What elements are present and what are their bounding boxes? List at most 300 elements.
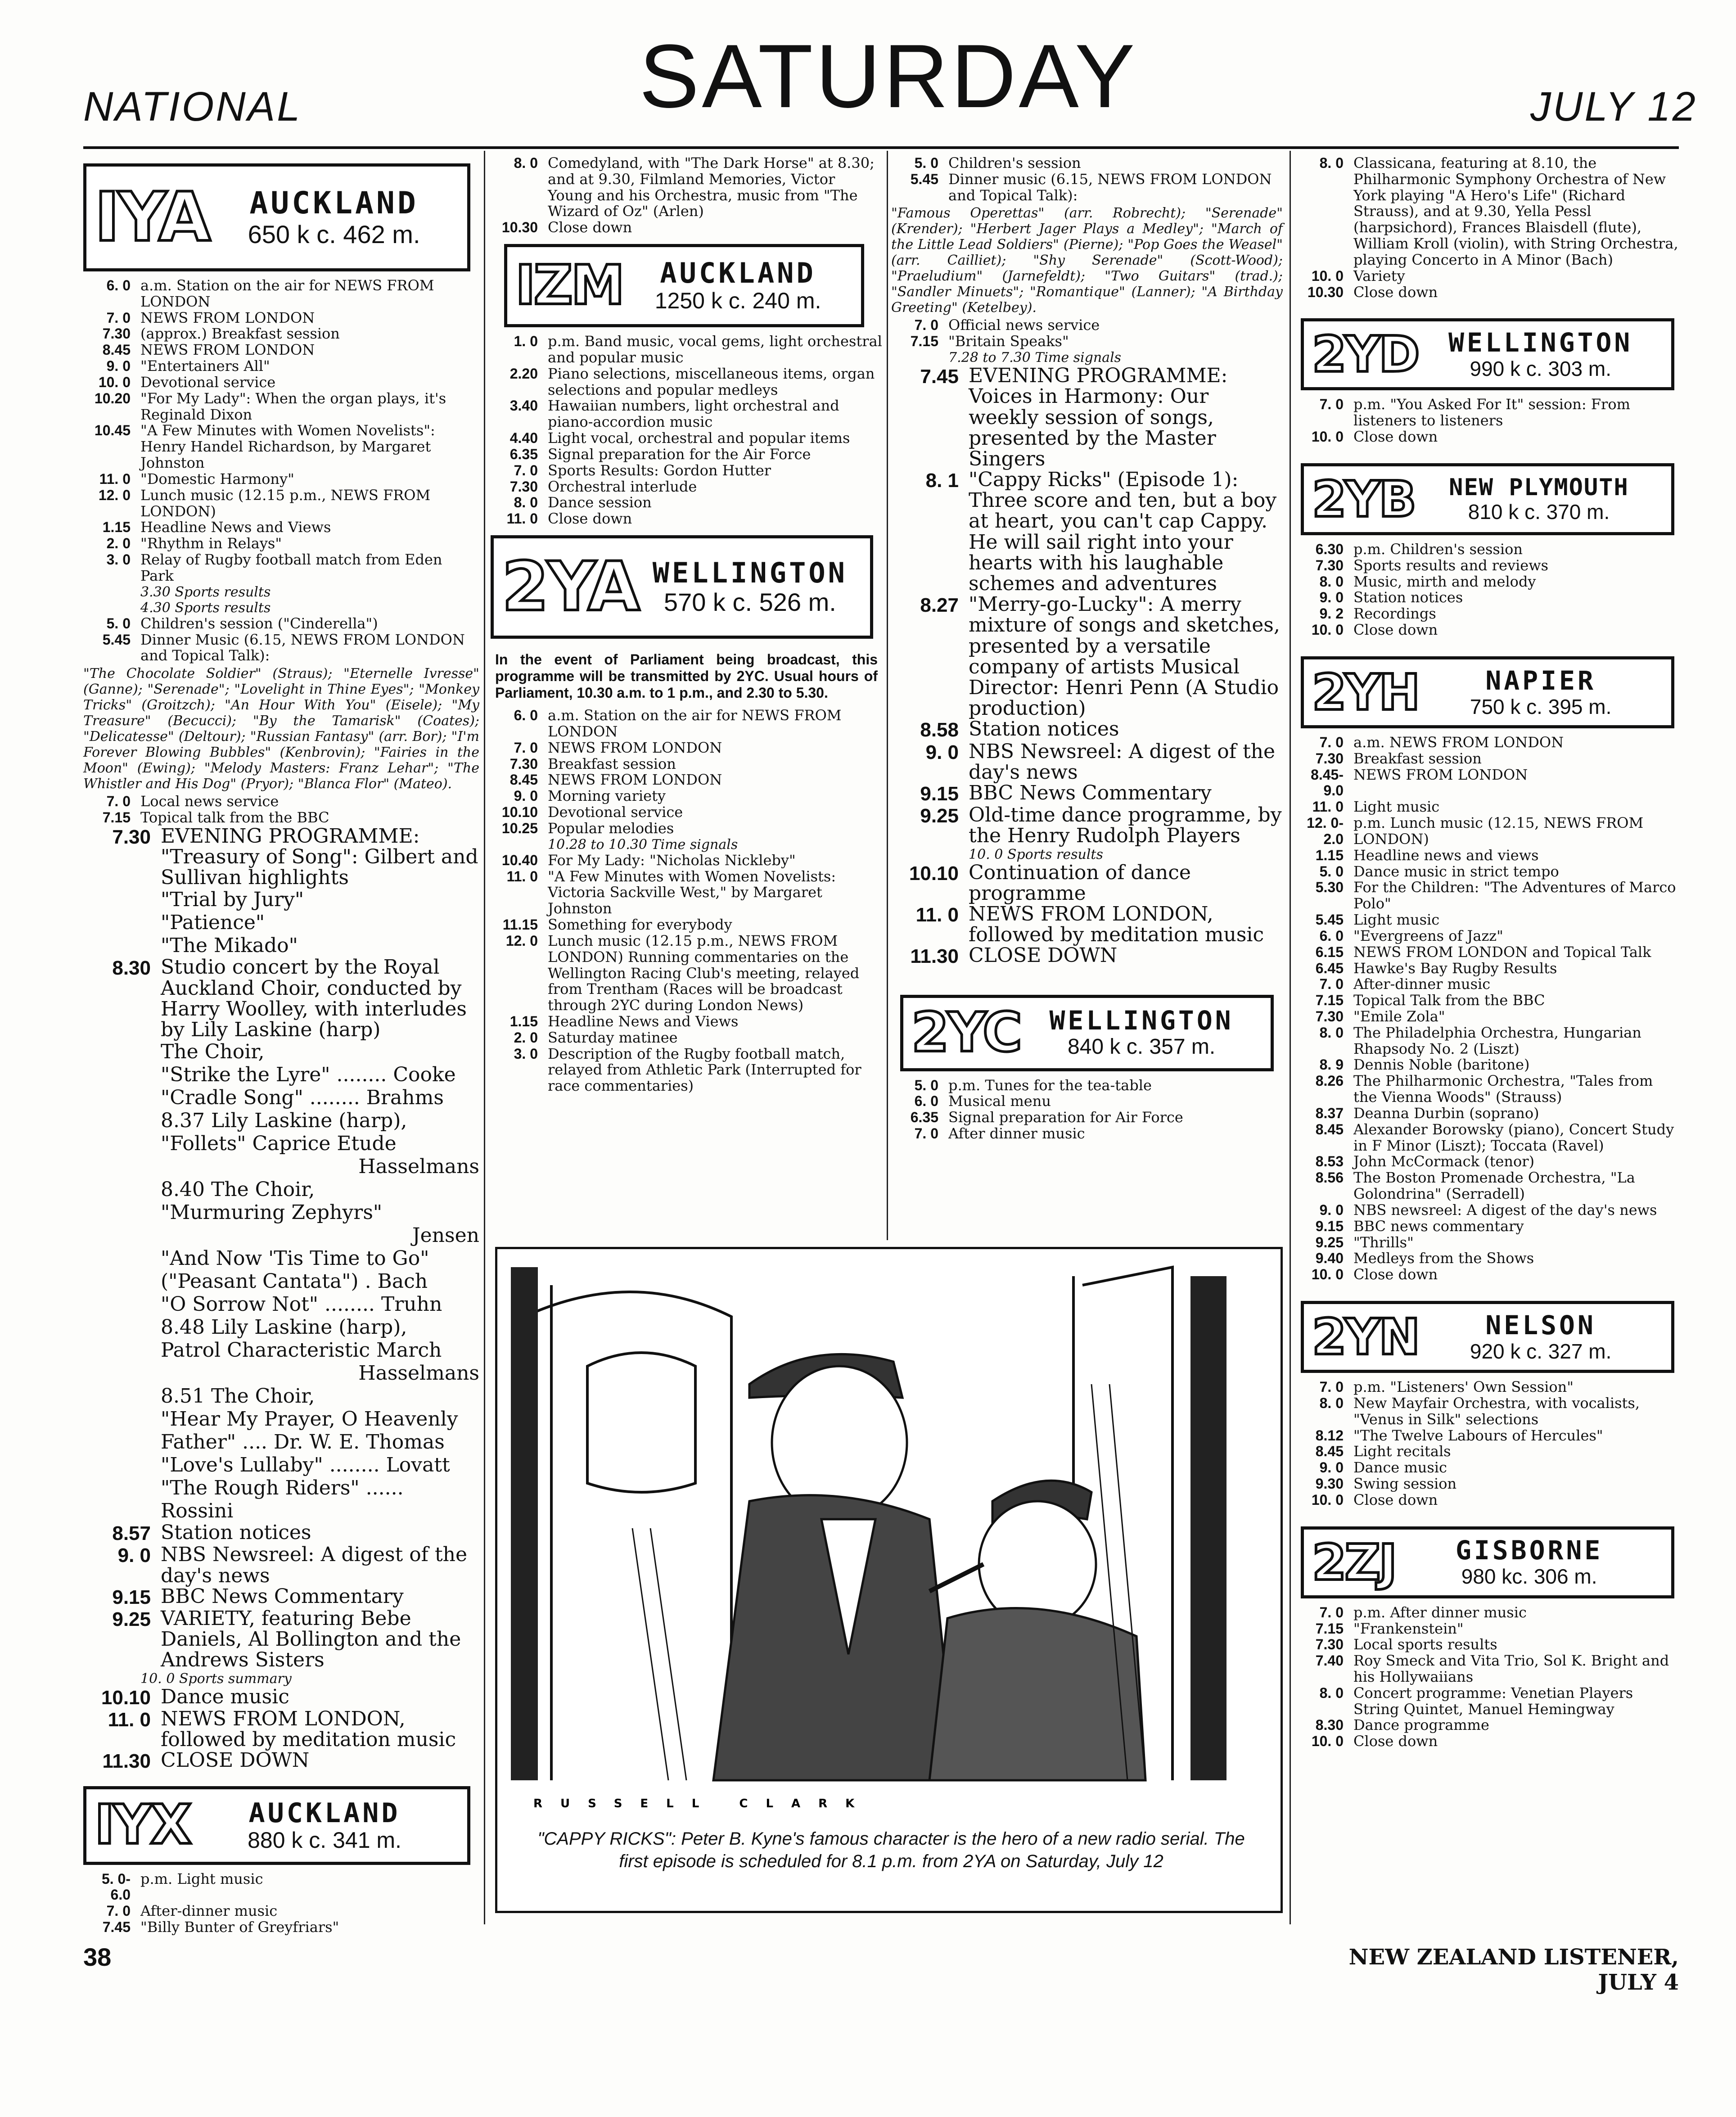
- program-entry: [83, 487, 479, 520]
- program-line: "Patience": [161, 911, 265, 934]
- program-time: 7. 0: [914, 1125, 938, 1142]
- program-time: 6.35: [510, 446, 538, 462]
- program-entry: [1296, 558, 1679, 574]
- program-description: Hawke's Bay Rugby Results: [1353, 959, 1557, 977]
- program-description: Close down: [1353, 428, 1438, 446]
- program-entry: [891, 719, 1283, 741]
- program-time: 5. 0: [914, 1077, 938, 1093]
- program-entry: [83, 810, 479, 826]
- program-entry: [1296, 976, 1679, 993]
- program-entry: [491, 708, 882, 740]
- program-description: The Boston Promenade Orchestra, "La Golondrina" (Serradell): [1353, 1169, 1635, 1203]
- program-description: After-dinner music: [140, 1902, 278, 1920]
- program-line: "Trial by Jury": [161, 888, 304, 912]
- program-time: 8.26: [1315, 1073, 1344, 1089]
- program-list: [83, 1687, 479, 1773]
- program-lines: [83, 888, 479, 957]
- program-time: 10.10: [101, 1686, 151, 1709]
- program-time: 8. 0: [1319, 155, 1344, 171]
- station-frequency: 570 k c. 526 m.: [663, 588, 836, 617]
- program-entry: [83, 278, 479, 310]
- program-time: 7. 0: [106, 1903, 131, 1919]
- program-entry: [1296, 751, 1679, 767]
- program-time: 10. 0: [1311, 429, 1344, 445]
- program-time: 10. 0: [1311, 1491, 1344, 1508]
- program-entry: [1296, 944, 1679, 961]
- program-description: Dinner Music (6.15, NEWS FROM LONDON and Topical Talk):: [140, 631, 465, 664]
- program-entry: [1296, 1250, 1679, 1267]
- program-entry: [1296, 429, 1679, 445]
- program-time: 8.58: [920, 719, 959, 741]
- program-entry: [1296, 574, 1679, 590]
- program-description: Deanna Durbin (soprano): [1353, 1104, 1539, 1122]
- station-callsign: 2YH: [1312, 663, 1419, 721]
- program-description: Close down: [1353, 1733, 1438, 1750]
- program-line: The Choir,: [161, 1040, 265, 1064]
- program-time: 9. 0: [1319, 589, 1344, 606]
- station-frequency: 810 k c. 370 m.: [1468, 500, 1610, 524]
- program-time: 7.30: [112, 826, 151, 848]
- program-time: 6.30: [1315, 541, 1344, 557]
- station-city: NELSON: [1485, 1309, 1596, 1341]
- program-entry: [1296, 155, 1679, 268]
- program-line: "The Mikado": [161, 934, 298, 957]
- program-line: "Cradle Song" ........ Brahms: [161, 1086, 444, 1110]
- program-time: 11. 0: [108, 1708, 151, 1731]
- program-description: Station notices: [1353, 589, 1463, 606]
- program-time: 8.57: [112, 1522, 151, 1545]
- program-entry: [891, 904, 1283, 945]
- program-entry: [1296, 268, 1679, 284]
- program-time: 10.25: [501, 820, 538, 836]
- program-entry: [1296, 815, 1679, 848]
- program-list: [1296, 542, 1679, 638]
- column-3: [891, 155, 1283, 1142]
- station-logo-2ya: [491, 535, 873, 639]
- station-city: WELLINGTON: [652, 556, 848, 590]
- program-description: Topical Talk from the BBC: [1353, 992, 1545, 1009]
- program-description: Breakfast session: [548, 755, 676, 772]
- program-list: [83, 616, 479, 664]
- program-time: 5.45: [1315, 912, 1344, 928]
- program-entry: [1296, 961, 1679, 977]
- program-time: 1.15: [1315, 847, 1344, 863]
- program-entry: [1296, 1395, 1679, 1428]
- program-entry: [491, 772, 882, 788]
- program-time: 8. 0: [1319, 1684, 1344, 1701]
- station-logo-1zm: [504, 244, 864, 327]
- column-divider: [484, 151, 485, 1924]
- program-description: Medleys from the Shows: [1353, 1250, 1534, 1267]
- program-description: "Cappy Ricks" (Episode 1): Three score and ten, but a boy at heart, you can't cap Cappy. He will sail right into your hearts with his laughable schemes and adventures: [969, 468, 1277, 596]
- program-entry: [1296, 1202, 1679, 1219]
- program-time: 11.30: [910, 945, 959, 968]
- page-title: SATURDAY: [639, 26, 1138, 126]
- program-line: "Strike the Lyre" ........ Cooke: [161, 1063, 456, 1087]
- program-list: [83, 1871, 479, 1936]
- program-time: 11.30: [102, 1750, 151, 1773]
- station-city: AUCKLAND: [249, 185, 419, 221]
- program-entry: [1296, 1492, 1679, 1508]
- program-entry: [1296, 912, 1679, 928]
- program-time: 7. 0: [1319, 976, 1344, 993]
- program-list: [1296, 735, 1679, 1283]
- program-entry: [83, 1522, 479, 1544]
- program-time: 7.30: [1315, 1008, 1344, 1025]
- program-description: p.m. After dinner music: [1353, 1603, 1527, 1621]
- station-logo-2yn: [1301, 1301, 1674, 1373]
- program-line: "The Rough Riders" ...... Rossini: [161, 1476, 404, 1523]
- station-callsign: 2YC: [911, 1001, 1021, 1064]
- program-description: p.m. Band music, vocal gems, light orchestral and popular music: [548, 333, 882, 366]
- program-description: Local news service: [140, 793, 279, 810]
- column-2: [491, 155, 882, 1094]
- program-line: "Hear My Prayer, O Heavenly Father" .... Dr. W. E. Thomas: [161, 1408, 458, 1454]
- program-entry: [83, 471, 479, 487]
- program-description: NBS newsreel: A digest of the day's news: [1353, 1201, 1657, 1219]
- program-description: Dinner music (6.15, NEWS FROM LONDON and Topical Talk):: [948, 170, 1272, 204]
- program-description: BBC News Commentary: [161, 1584, 404, 1608]
- program-lines: [83, 1040, 479, 1522]
- program-entry: [1296, 1122, 1679, 1154]
- program-time: 3. 0: [106, 551, 131, 568]
- program-line: Patrol Characteristic March: [161, 1339, 442, 1362]
- program-description: Official news service: [948, 316, 1100, 334]
- station-callsign: 2YN: [1312, 1308, 1419, 1366]
- program-time: 6.15: [1315, 943, 1344, 960]
- program-description: Old-time dance programme, by the Henry Rudolph Players: [969, 803, 1282, 848]
- program-entry: [491, 804, 882, 821]
- station-city: NAPIER: [1485, 665, 1596, 696]
- program-entry: [83, 1903, 479, 1919]
- program-description: Devotional service: [548, 803, 683, 821]
- program-entry: [491, 933, 882, 1014]
- program-entry: [83, 552, 479, 584]
- program-entry: [491, 1030, 882, 1046]
- program-time: 10. 0: [1311, 1733, 1344, 1750]
- program-list: [83, 957, 479, 1040]
- station-frequency: 980 kc. 306 m.: [1461, 1565, 1597, 1589]
- program-description: VARIETY, featuring Bebe Daniels, Al Bollington and the Andrews Sisters: [161, 1607, 461, 1672]
- program-entry: [891, 594, 1283, 719]
- program-description: NEWS FROM LONDON: [140, 309, 315, 326]
- program-entry: [891, 1110, 1283, 1126]
- program-time: 5. 0: [914, 155, 938, 171]
- program-time: 8. 0: [1319, 1395, 1344, 1411]
- program-description: Children's session: [948, 154, 1081, 172]
- program-entry: [1296, 1460, 1679, 1476]
- station-callsign: IZM: [515, 254, 623, 317]
- program-description: After dinner music: [948, 1125, 1085, 1142]
- program-list: [1296, 1379, 1679, 1508]
- program-entry: [1296, 1057, 1679, 1073]
- program-entry: [491, 1014, 882, 1030]
- program-time: 5. 0: [1319, 863, 1344, 880]
- program-line: 8.48 Lily Laskine (harp),: [161, 1316, 407, 1339]
- program-description: Variety: [1353, 267, 1405, 284]
- program-description: Relay of Rugby football match from Eden Park: [140, 551, 442, 584]
- publication-credit: NEW ZEALAND LISTENER, JULY 4: [1348, 1945, 1679, 1995]
- program-time: 7. 0: [1319, 396, 1344, 413]
- program-entry: [1296, 590, 1679, 606]
- program-time: 7.30: [510, 478, 538, 495]
- program-entry: [1296, 799, 1679, 815]
- program-entry: [1296, 1717, 1679, 1733]
- program-time: 9. 0: [1319, 1459, 1344, 1476]
- program-time: 6. 0: [106, 277, 131, 293]
- program-time: 9.25: [1315, 1234, 1344, 1250]
- program-entry: [1296, 1267, 1679, 1283]
- program-entry: [891, 945, 1283, 967]
- program-time: 5.45: [910, 171, 938, 187]
- program-entry: [491, 788, 882, 804]
- program-description: p.m. Tunes for the tea-table: [948, 1076, 1152, 1094]
- program-list: [1296, 1605, 1679, 1750]
- program-entry: [891, 317, 1283, 334]
- program-time: 6.45: [1315, 960, 1344, 976]
- program-time: 8.45: [102, 342, 131, 358]
- program-time: 9. 0: [925, 741, 959, 763]
- program-description: Hawaiian numbers, light orchestral and piano-accordion music: [548, 397, 839, 431]
- station-frequency: 920 k c. 327 m.: [1470, 1339, 1612, 1363]
- program-time: 10.40: [501, 852, 538, 868]
- program-description: BBC news commentary: [1353, 1217, 1524, 1235]
- program-time: 8. 0: [1319, 573, 1344, 590]
- program-description: Dennis Noble (baritone): [1353, 1056, 1530, 1074]
- program-description: Dance session: [548, 494, 652, 511]
- program-list: [491, 334, 882, 527]
- program-description: EVENING PROGRAMME: Voices in Harmony: Our weekly session of songs, presented by the Master Singers: [969, 364, 1228, 470]
- station-callsign: 2YD: [1312, 325, 1418, 384]
- program-time: 7.30: [1315, 1636, 1344, 1653]
- program-entry: [891, 155, 1283, 172]
- program-entry: [83, 375, 479, 391]
- program-entry: [491, 756, 882, 772]
- station-callsign: 2YB: [1312, 470, 1415, 528]
- program-entry: [491, 869, 882, 917]
- program-list: [1296, 397, 1679, 445]
- program-time: 6. 0: [514, 707, 538, 724]
- program-description: Light music: [1353, 911, 1440, 929]
- program-time: 6. 0: [914, 1093, 938, 1110]
- program-entry: [491, 430, 882, 447]
- program-description: "Billy Bunter of Greyfriars": [140, 1918, 339, 1936]
- program-entry: [491, 398, 882, 430]
- program-time: 7.45: [920, 366, 959, 388]
- program-time: 4.40: [510, 430, 538, 447]
- program-description: New Mayfair Orchestra, with vocalists, "Venus in Silk" selections: [1353, 1394, 1640, 1428]
- program-description: The Philadelphia Orchestra, Hungarian Rhapsody No. 2 (Liszt): [1353, 1024, 1641, 1057]
- station-logo-2zj: [1301, 1526, 1674, 1598]
- program-description: a.m. Station on the air for NEWS FROM LONDON: [140, 277, 434, 310]
- program-entry: [1296, 1073, 1679, 1106]
- station-frequency: 840 k c. 357 m.: [1068, 1035, 1216, 1059]
- program-entry: [1296, 735, 1679, 751]
- program-entry: [1296, 1621, 1679, 1637]
- program-time: 7. 0: [514, 462, 538, 478]
- program-entry: [1296, 1637, 1679, 1653]
- program-description: Dance music: [1353, 1459, 1447, 1476]
- program-description: NBS Newsreel: A digest of the day's news: [969, 740, 1276, 784]
- program-line: 8.40 The Choir,: [161, 1178, 315, 1201]
- program-description: Breakfast session: [1353, 749, 1482, 767]
- program-line: Hasselmans: [358, 1362, 479, 1385]
- program-list: [891, 862, 1283, 968]
- program-description: Classicana, featuring at 8.10, the Philharmonic Symphony Orchestra of New York playing "A Hero's Life" (Richard Strauss), and at 9.30, Yella Pessl (harpsichord), Frances Blaisdell (flute), William Kroll (violin), with String Orchestra, playing Concerto in A Minor (Bach): [1353, 154, 1678, 268]
- program-description: Dance music in strict tempo: [1353, 862, 1559, 880]
- program-time: 7. 0: [106, 309, 131, 326]
- station-city: NEW PLYMOUTH: [1449, 474, 1629, 501]
- program-entry: [83, 358, 479, 375]
- program-entry: [491, 917, 882, 933]
- program-time: 7.15: [102, 809, 131, 826]
- program-entry: [83, 1586, 479, 1608]
- program-time: 11. 0: [99, 470, 131, 487]
- station-logo-2yb: [1301, 463, 1674, 535]
- program-entry: [83, 1919, 479, 1936]
- program-list: [491, 853, 882, 1094]
- program-list: [83, 278, 479, 584]
- program-list: [83, 794, 479, 826]
- program-description: "Rhythm in Relays": [140, 535, 282, 552]
- program-entry: [1296, 1009, 1679, 1025]
- program-description: "Emile Zola": [1353, 1007, 1445, 1025]
- station-city: WELLINGTON: [1049, 1005, 1234, 1036]
- program-description: Studio concert by the Royal Auckland Choir, conducted by Harry Woolley, with interludes by Lily Laskine (harp): [161, 956, 467, 1041]
- program-entry: [1296, 1444, 1679, 1460]
- program-time: 8.45: [1315, 1121, 1344, 1137]
- program-time: 11. 0: [506, 868, 538, 885]
- program-description: Description of the Rugby football match, relayed from Athletic Park (Interrupted for race commentaries): [548, 1045, 861, 1095]
- station-frequency: 1250 k c. 240 m.: [654, 288, 821, 314]
- station-city: AUCKLAND: [660, 257, 816, 290]
- program-description: Lunch music (12.15 p.m., NEWS FROM LONDON): [140, 486, 431, 520]
- program-description: Roy Smeck and Vita Trio, Sol K. Bright and his Hollywaiians: [1353, 1652, 1669, 1685]
- program-entry: [83, 326, 479, 342]
- program-entry: [1296, 1154, 1679, 1170]
- program-time: 1.15: [510, 1013, 538, 1029]
- program-time: 10. 0: [98, 374, 131, 390]
- program-time: 7.15: [910, 333, 938, 350]
- program-description: Light vocal, orchestral and popular items: [548, 429, 850, 447]
- program-description: John McCormack (tenor): [1353, 1153, 1535, 1170]
- program-description: Light recitals: [1353, 1443, 1451, 1460]
- program-subline: 7.28 to 7.30 Time signals: [948, 350, 1122, 366]
- program-entry: [491, 853, 882, 869]
- program-description: p.m. "You Asked For It" session: From listeners to listeners: [1353, 396, 1630, 429]
- program-line: "Follets" Caprice Etude: [161, 1132, 397, 1156]
- program-description: Continuation of dance programme: [969, 861, 1191, 905]
- program-entry: [1296, 542, 1679, 558]
- program-entry: [83, 342, 479, 358]
- program-line: 8.37 Lily Laskine (harp),: [161, 1109, 407, 1133]
- program-entry: [891, 172, 1283, 204]
- page-date: JULY 12: [1530, 84, 1697, 130]
- program-entry: [83, 1709, 479, 1750]
- station-callsign: IYX: [95, 1794, 190, 1857]
- program-description: "Evergreens of Jazz": [1353, 927, 1503, 944]
- station-logo-1ya: [83, 163, 470, 271]
- program-entry: [83, 310, 479, 326]
- program-time: 12. 0: [98, 487, 131, 503]
- program-description: "Thrills": [1353, 1233, 1414, 1251]
- station-logo-1yx: [83, 1786, 470, 1865]
- program-time: 10.45: [94, 422, 131, 439]
- page-number: 38: [83, 1943, 112, 1971]
- program-entry: [83, 391, 479, 423]
- station-frequency: 880 k c. 341 m.: [248, 1827, 401, 1853]
- program-time: 9.40: [1315, 1250, 1344, 1267]
- program-time: 8. 0: [514, 155, 538, 171]
- program-time: 5.30: [1315, 879, 1344, 896]
- program-entry: [891, 1093, 1283, 1110]
- program-time: 12. 0-2.0: [1307, 815, 1344, 847]
- program-entry: [1296, 928, 1679, 944]
- program-time: 8.45: [510, 772, 538, 788]
- program-time: 7. 0: [106, 793, 131, 810]
- program-description: Piano selections, miscellaneous items, organ selections and popular medleys: [548, 365, 875, 398]
- program-time: 9.15: [1315, 1218, 1344, 1234]
- program-line: "O Sorrow Not" ........ Truhn: [161, 1293, 442, 1316]
- program-time: 2. 0: [106, 535, 131, 552]
- program-entry: [83, 536, 479, 552]
- program-description: Headline News and Views: [548, 1012, 739, 1030]
- program-time: 11. 0: [915, 903, 959, 926]
- program-time: 7. 0: [514, 739, 538, 756]
- program-time: 9.25: [920, 805, 959, 827]
- program-description: Close down: [548, 219, 632, 236]
- program-time: 7.15: [1315, 992, 1344, 1009]
- program-time: 10. 0: [1311, 622, 1344, 638]
- program-time: 10.30: [501, 219, 538, 236]
- program-description: (approx.) Breakfast session: [140, 325, 340, 343]
- program-description: "Entertainers All": [140, 357, 270, 375]
- program-time: 3.40: [510, 397, 538, 414]
- program-list: [891, 317, 1283, 350]
- column-divider: [1290, 151, 1291, 1924]
- program-description: "For My Lady": When the organ plays, it's Reginald Dixon: [140, 389, 446, 423]
- program-entry: [83, 1687, 479, 1709]
- program-description: Music, mirth and melody: [1353, 573, 1536, 590]
- program-description: Musical menu: [948, 1092, 1051, 1110]
- program-description: a.m. NEWS FROM LONDON: [1353, 733, 1564, 751]
- program-line: Hasselmans: [358, 1155, 479, 1178]
- header-rule: [83, 146, 1679, 149]
- program-description: Something for everybody: [548, 916, 732, 934]
- program-description: Saturday matinee: [548, 1029, 678, 1046]
- program-entry: [83, 1544, 479, 1586]
- program-description: Devotional service: [140, 373, 276, 391]
- program-time: 2.20: [510, 365, 538, 382]
- program-entry: [1296, 1733, 1679, 1750]
- program-description: "Frankenstein": [1353, 1620, 1464, 1637]
- program-description: NEWS FROM LONDON and Topical Talk: [1353, 943, 1651, 961]
- artist-signature: RUSSELL CLARK: [533, 1797, 873, 1810]
- program-entry: [1296, 1685, 1679, 1718]
- program-time: 10.10: [909, 862, 959, 885]
- program-description: Station notices: [161, 1521, 311, 1544]
- program-entry: [1296, 397, 1679, 429]
- program-description: BBC News Commentary: [969, 781, 1212, 804]
- program-subline: 10.28 to 10.30 Time signals: [548, 836, 738, 853]
- program-time: 9. 2: [1319, 605, 1344, 622]
- program-time: 10.30: [1307, 284, 1344, 300]
- program-time: 7.30: [1315, 557, 1344, 573]
- program-entry: [1296, 1428, 1679, 1444]
- program-time: 11. 0: [506, 510, 538, 527]
- program-time: 6. 0: [1319, 927, 1344, 944]
- program-list: [491, 708, 882, 837]
